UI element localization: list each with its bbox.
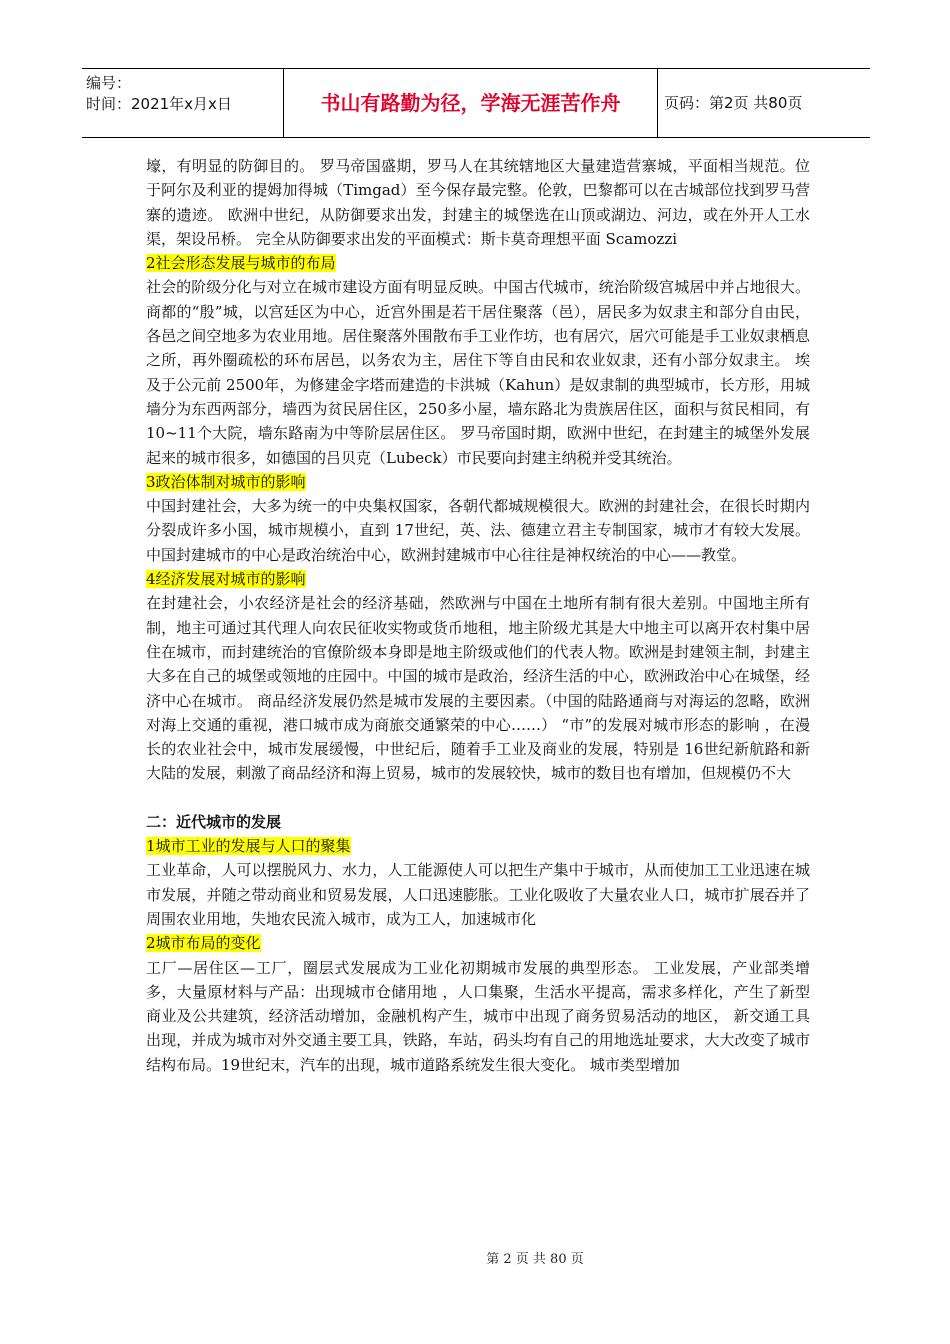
paragraph: 在封建社会，小农经济是社会的经济基础，然欧洲与中国在土地所有制有很大差别。中国地主所有制，地主可通过其代理人向农民征收实物或货币地租，地主阶级尤其是大中地主可以离开农村集中居住在城市，而封建统治的官僚阶级本身即是地主阶级或他们的代表人物。欧洲是封建领主制，封建主大多在自己的城堡或领地的庄园中。中国的城市是政治，经济生活的中心，欧洲政治中心在城堡，经济中心在城市。 商品经济发展仍然是城市发展的主要因素。（中国的陆路通商与对海运的忽略，欧洲对海上交通的重视，港口城市成为商旅交通繁荣的中心……） “市”的发展对城市形态的影响 ，在漫长的农业社会中，城市发展缓慢，中世纪后，随着手工业及商业的发展，特别是 16世纪新航路和新大陆的发展，刺激了商品经济和海上贸易，城市的发展较快，城市的数目也有增加，但规模仍不大	[146, 594, 810, 783]
section-heading	[146, 470, 810, 494]
time-label: 时间：2021年x月x日	[86, 95, 232, 113]
section-heading	[146, 567, 810, 591]
page-header	[82, 68, 870, 138]
highlighted-heading: 3政治体制对城市的影响	[146, 472, 306, 491]
section-heading	[146, 931, 810, 955]
header-meta	[82, 69, 284, 137]
spacer	[146, 786, 810, 810]
highlighted-heading: 4经济发展对城市的影响	[146, 570, 306, 589]
paragraph: 工厂—居住区—工厂，圈层式发展成为工业化初期城市发展的典型形态。 工业发展，产业部类增多，大量原材料与产品：出现城市仓储用地 ，人口集聚，生活水平提高，需求多样化，产生了新型商业及公共建筑，经济活动增加，金融机构产生，城市中出现了商务贸易活动的地区， 新交通工具出现，并成为城市对外交通主要工具，铁路，车站，码头均有自己的用地选址要求，大大改变了城市结构布局。19世纪末，汽车的出现，城市道路系统发生很大变化。 城市类型增加	[146, 958, 810, 1074]
paragraph: 壕，有明显的防御目的。 罗马帝国盛期，罗马人在其统辖地区大量建造营寨城，平面相当规范。位于阿尔及利亚的提姆加得城（Timgad）至今保存最完整。伦敦，巴黎都可以在古城部位找到罗马营寨的遗迹。 欧洲中世纪，从防御要求出发，封建主的城堡选在山顶或湖边、河边，或在外开人工水渠，架设吊桥。 完全从防御要求出发的平面模式：斯卡莫奇理想平面 Scamozzi	[146, 157, 810, 248]
document-body	[146, 154, 810, 1077]
section-heading	[146, 251, 810, 275]
paragraph: 中国封建社会，大多为统一的中央集权国家，各朝代都城规模很大。欧洲的封建社会，在很长时期内分裂成许多小国，城市规模小，直到 17世纪，英、法、德建立君主专制国家，城市才有较大发展。中国封建城市的中心是政治统治中心，欧洲封建城市中心往往是神权统治的中心——教堂。	[146, 497, 810, 564]
section-heading	[146, 834, 810, 858]
header-page-info: 页码：第2页 共80页	[664, 94, 803, 112]
highlighted-heading: 2社会形态发展与城市的布局	[146, 254, 336, 273]
highlighted-heading: 2城市布局的变化	[146, 934, 261, 953]
highlighted-heading: 1城市工业的发展与人口的聚集	[146, 837, 351, 856]
page-footer: 第 2 页 共 80 页	[486, 1252, 584, 1267]
paragraph: 工业革命，人可以摆脱风力、水力，人工能源使人可以把生产集中于城市，从而使加工工业迅速在城市发展，并随之带动商业和贸易发展，人口迅速膨胀。工业化吸收了大量农业人口，城市扩展吞并了周围农业用地，失地农民流入城市，成为工人，加速城市化	[146, 861, 810, 928]
chapter-heading: 二：近代城市的发展	[146, 812, 282, 831]
number-label: 编号：	[86, 74, 132, 92]
header-motto: 书山有路勤为径，学海无涯苦作舟	[284, 69, 658, 137]
paragraph: 社会的阶级分化与对立在城市建设方面有明显反映。中国古代城市，统治阶级宫城居中并占地很大。 商都的“殷”城，以宫廷区为中心，近宫外围是若干居住聚落（邑），居民多为奴隶主和部分自由民，各邑之间空地多为农业用地。居住聚落外围散布手工业作坊，也有居穴，居穴可能是手工业奴隶栖息之所，再外圈疏松的环布居邑，以务农为主，居住下等自由民和农业奴隶，还有小部分奴隶主。 埃及于公元前 2500年，为修建金字塔而建造的卡洪城（Kahun）是奴隶制的典型城市，长方形，用城墙分为东西两部分，墙西为贫民居住区，250多小屋，墙东路北为贵族居住区，面积与贫民相同，有 10~11个大院，墙东路南为中等阶层居住区。 罗马帝国时期，欧洲中世纪，在封建主的城堡外发展起来的城市很多，如德国的吕贝克（Lubeck）市民要向封建主纳税并受其统治。	[146, 278, 810, 467]
